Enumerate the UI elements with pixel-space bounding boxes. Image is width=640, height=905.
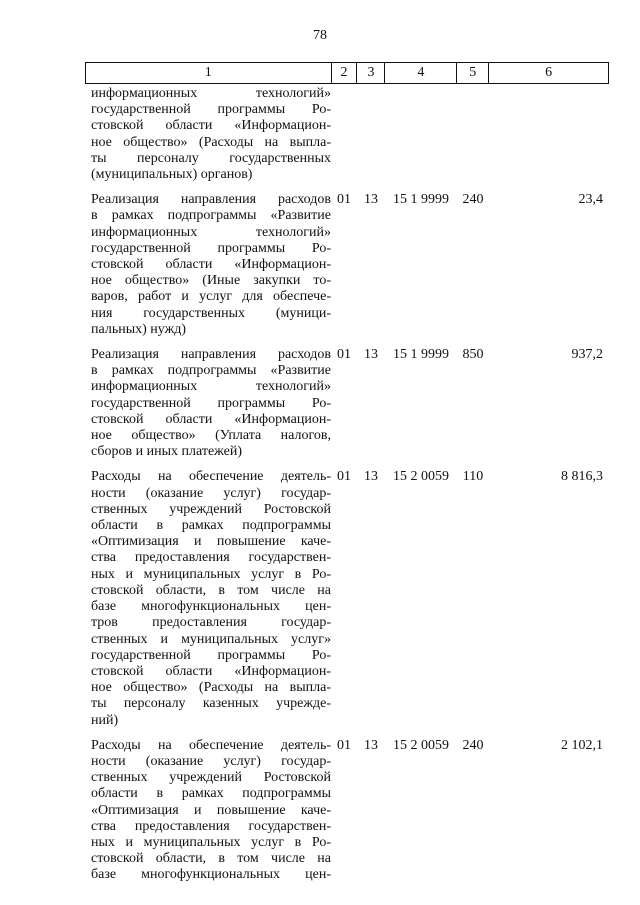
row-description [85, 192, 331, 338]
description-line: ное общество» (Расходы на выпла- [91, 680, 331, 696]
row-gap [85, 729, 609, 738]
description-line: государственной программы Ро- [91, 240, 331, 256]
description-line: ное общество» (Расходы на выпла- [91, 134, 331, 150]
amount: 8 816,3 [561, 469, 603, 485]
description-line: «Оптимизация и повышение каче- [91, 802, 331, 818]
section-code: 01 [337, 737, 351, 753]
description-line: области в рамках подпрограммы [91, 786, 331, 802]
subsection-code: 13 [364, 737, 378, 753]
description-line: стовской области «Информацион- [91, 411, 331, 427]
description-line: ства предоставления государствен- [91, 818, 331, 834]
description-line: пальных) нужд) [91, 321, 187, 337]
description-line: Реализация направления расходов [91, 347, 331, 363]
row-gap [85, 183, 609, 192]
description-line: ное общество» (Уплата налогов, [91, 428, 331, 444]
description-line: ния государственных (муници- [91, 305, 331, 321]
table-row [85, 192, 609, 338]
description-line: в рамках подпрограммы «Развитие [91, 208, 331, 224]
row-gap [85, 338, 609, 347]
header-cell-1: 1 [86, 63, 332, 83]
description-line: ний) [91, 712, 119, 728]
target-article-code: 15 2 0059 [393, 737, 449, 753]
page-number: 78 [313, 28, 327, 43]
description-line: ности (оказание услуг) государ- [91, 753, 331, 769]
row-gap [85, 460, 609, 469]
description-line: стовской области, в том числе на [91, 582, 331, 598]
description-line: ных и муниципальных услуг в Ро- [91, 566, 331, 582]
table-body [85, 86, 609, 884]
table-row [85, 469, 609, 728]
description-line: сборов и иных платежей) [91, 444, 243, 460]
section-code: 01 [337, 469, 351, 485]
row-description [85, 469, 331, 728]
header-cell-6: 6 [489, 63, 609, 83]
description-line: базе многофункциональных цен- [91, 599, 331, 615]
description-line: ства предоставления государствен- [91, 550, 331, 566]
description-line: «Оптимизация и повышение каче- [91, 534, 331, 550]
target-article-code: 15 1 9999 [393, 192, 449, 208]
expense-type-code: 240 [462, 192, 484, 208]
row-description [85, 86, 331, 183]
description-line: стовской области «Информацион- [91, 257, 331, 273]
description-line: в рамках подпрограммы «Развитие [91, 363, 331, 379]
row-description [85, 347, 331, 460]
description-line: (муниципальных) органов) [91, 167, 253, 183]
header-cell-4: 4 [385, 63, 457, 83]
section-code: 01 [337, 347, 351, 363]
description-line: варов, работ и услуг для обеспече- [91, 289, 331, 305]
amount: 2 102,1 [561, 737, 603, 753]
description-line: ственных учреждений Ростовской [91, 501, 331, 517]
header-cell-5: 5 [457, 63, 489, 83]
description-line: Реализация направления расходов [91, 192, 331, 208]
description-line: государственной программы Ро- [91, 102, 331, 118]
description-line: ственных и муниципальных услуг» [91, 631, 331, 647]
amount: 23,4 [578, 192, 603, 208]
target-article-code: 15 2 0059 [393, 469, 449, 485]
description-line: ственных учреждений Ростовской [91, 770, 331, 786]
table-row [85, 347, 609, 460]
header-cell-3: 3 [357, 63, 385, 83]
description-line: области в рамках подпрограммы [91, 518, 331, 534]
table-header [85, 62, 609, 84]
expense-type-code: 850 [462, 347, 484, 363]
description-line: информационных технологий» [91, 86, 331, 101]
description-line: ты персоналу государственных [91, 150, 331, 166]
target-article-code: 15 1 9999 [393, 347, 449, 363]
row-description [85, 738, 331, 884]
description-line: информационных технологий» [91, 379, 331, 395]
section-code: 01 [337, 192, 351, 208]
description-line: Расходы на обеспечение деятель- [91, 737, 331, 753]
description-line: тров предоставления государ- [91, 615, 331, 631]
description-line: информационных технологий» [91, 224, 331, 240]
expense-type-code: 110 [462, 469, 484, 485]
table-row [85, 738, 609, 884]
description-line: стовской области, в том числе на [91, 851, 331, 867]
subsection-code: 13 [364, 469, 378, 485]
description-line: ное общество» (Иные закупки то- [91, 273, 331, 289]
table-row [85, 86, 609, 183]
header-cell-2: 2 [332, 63, 358, 83]
expense-type-code: 240 [462, 737, 484, 753]
subsection-code: 13 [364, 192, 378, 208]
description-line: Расходы на обеспечение деятель- [91, 469, 331, 485]
description-line: ности (оказание услуг) государ- [91, 485, 331, 501]
description-line: ных и муниципальных услуг в Ро- [91, 834, 331, 850]
description-line: государственной программы Ро- [91, 647, 331, 663]
amount: 937,2 [571, 347, 603, 363]
description-line: базе многофункциональных цен- [91, 867, 331, 883]
description-line: стовской области «Информацион- [91, 118, 331, 134]
subsection-code: 13 [364, 347, 378, 363]
description-line: стовской области «Информацион- [91, 663, 331, 679]
description-line: ты персоналу казенных учрежде- [91, 696, 331, 712]
description-line: государственной программы Ро- [91, 395, 331, 411]
